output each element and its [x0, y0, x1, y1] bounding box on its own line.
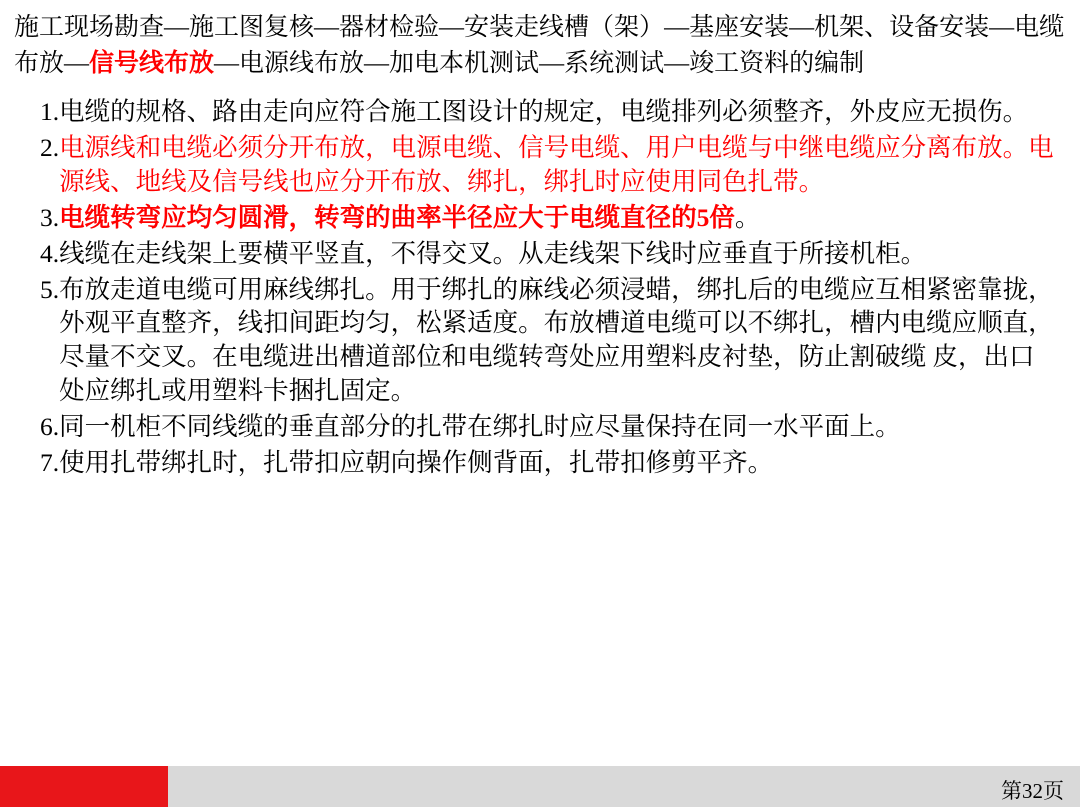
- breadcrumb-item[interactable]: 器材检验: [339, 14, 440, 41]
- list-item-number: 5.: [40, 274, 60, 304]
- breadcrumb-item-current[interactable]: 信号线布放: [89, 49, 215, 77]
- list-item-text-wrap: [59, 201, 1054, 235]
- list-item-text-wrap: [59, 410, 1054, 444]
- list-item-text-wrap: [59, 131, 1054, 199]
- breadcrumb-separator: —: [664, 14, 690, 41]
- list-item-text: 电缆的规格、路由走向应符合施工图设计的规定，电缆排列必须整齐，外皮应无损伤。: [59, 97, 1029, 126]
- breadcrumb-item[interactable]: 系统测试: [564, 49, 665, 77]
- list-item: [28, 95, 1054, 129]
- list-item-text: 线缆在走线架上要横平竖直，不得交叉。从走线架下线时应垂直于所接机柜。: [59, 238, 927, 268]
- breadcrumb: [0, 0, 1080, 81]
- breadcrumb-item[interactable]: 电缆布放: [14, 14, 1065, 77]
- list-item-text-wrap: [59, 237, 1054, 271]
- breadcrumb-separator: —: [164, 14, 190, 41]
- list-item-text-wrap: [59, 273, 1054, 409]
- list-item: [28, 237, 1054, 271]
- breadcrumb-separator: —: [364, 49, 390, 77]
- list-item-number: 7.: [40, 448, 60, 478]
- list-item: [28, 131, 1054, 199]
- list-item-number: 3.: [40, 202, 60, 232]
- breadcrumb-item[interactable]: 竣工资料的编制: [689, 49, 865, 77]
- list-item: [28, 201, 1054, 235]
- content-list: [0, 81, 1080, 480]
- breadcrumb-separator: —: [439, 14, 465, 41]
- list-item-text: 电缆转弯应均匀圆滑，转弯的曲率半径应大于电缆直径的5倍: [59, 202, 735, 232]
- list-item-text: 布放走道电缆可用麻线绑扎。用于绑扎的麻线必须浸蜡，绑扎后的电缆应互相紧密靠拢，外观平直整齐，线扣间距均匀，松紧适度。布放槽道电缆可以不绑扎，槽内电缆应顺直，尽量不交叉。在电缆进出槽道部位和电缆转弯处应用塑料皮衬垫，防止割破缆 皮，出口处应绑扎或用塑料卡捆扎固定。: [59, 274, 1054, 406]
- list-item-text: 使用扎带绑扎时，扎带扣应朝向操作侧背面，扎带扣修剪平齐。: [59, 448, 774, 478]
- breadcrumb-item[interactable]: 加电本机测试: [389, 49, 540, 77]
- list-item-number: 6.: [40, 412, 60, 442]
- breadcrumb-separator: —: [214, 49, 240, 77]
- breadcrumb-separator: —: [314, 14, 340, 41]
- list-item: [28, 410, 1054, 444]
- breadcrumb-item[interactable]: 施工图复核: [189, 14, 315, 41]
- breadcrumb-separator: —: [64, 49, 90, 77]
- list-item: [28, 273, 1054, 409]
- breadcrumb-item[interactable]: 机架、设备安装: [814, 14, 990, 41]
- list-item-number: 4.: [40, 238, 60, 268]
- footer-accent-block: [0, 766, 168, 810]
- slide-footer: [0, 766, 1080, 810]
- list-item-text-wrap: [59, 446, 1054, 480]
- list-item-text: 同一机柜不同线缆的垂直部分的扎带在绑扎时应尽量保持在同一水平面上。: [59, 412, 901, 442]
- breadcrumb-separator: —: [539, 49, 565, 77]
- breadcrumb-separator: —: [789, 14, 815, 41]
- list-item-text-tail: 。: [734, 202, 761, 232]
- page-number: 第32页: [1001, 779, 1064, 803]
- list-item: [28, 446, 1054, 480]
- list-item-text: 电源线和电缆必须分开布放，电源电缆、信号电缆、用户电缆与中继电缆应分离布放。电源线、地线及信号线也应分开布放、绑扎，绑扎时应使用同色扎带。: [59, 132, 1054, 196]
- breadcrumb-item[interactable]: 安装走线槽（架）: [464, 14, 665, 41]
- list-item-number: 1.: [40, 97, 60, 126]
- list-item-number: 2.: [40, 132, 60, 162]
- breadcrumb-item[interactable]: 施工现场勘查: [14, 14, 165, 41]
- breadcrumb-item[interactable]: 基座安装: [689, 14, 790, 41]
- breadcrumb-separator: —: [664, 49, 690, 77]
- breadcrumb-separator: —: [989, 14, 1015, 41]
- list-item-text-wrap: [59, 95, 1054, 129]
- breadcrumb-item[interactable]: 电源线布放: [239, 49, 365, 77]
